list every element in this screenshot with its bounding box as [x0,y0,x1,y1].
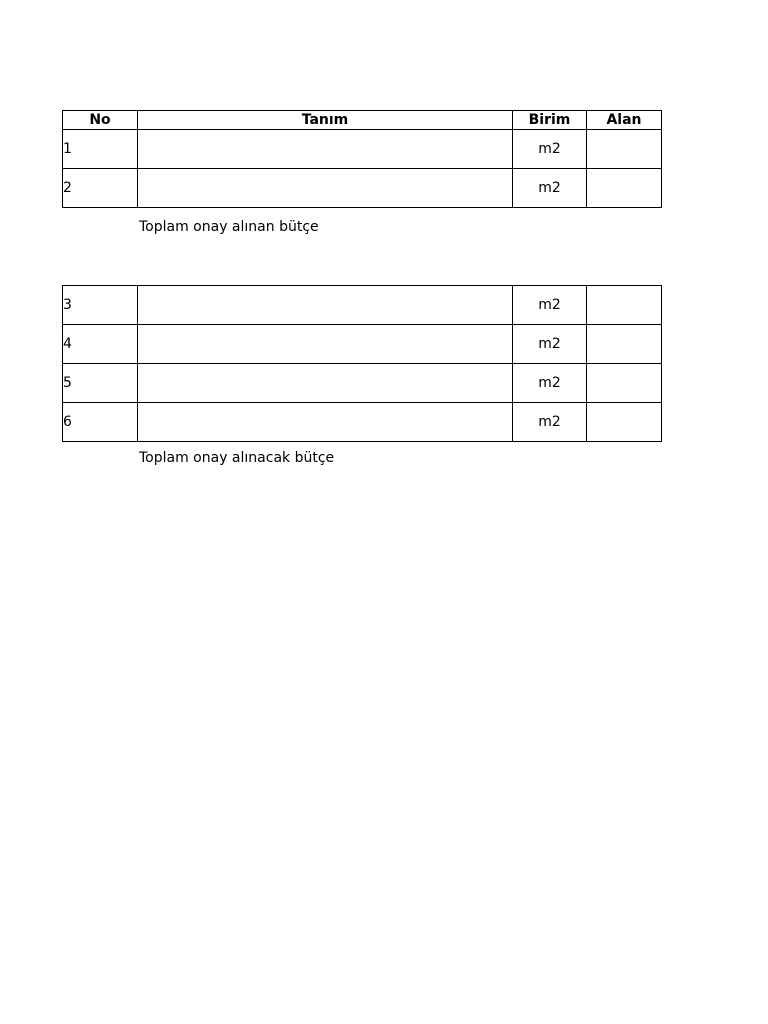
row-number[interactable]: 1 [63,130,138,169]
pending-items-table [62,285,662,442]
row-area[interactable] [587,286,662,325]
row-unit[interactable]: m2 [513,403,587,442]
row-description[interactable] [138,364,513,403]
table-row [63,325,662,364]
row-number[interactable]: 5 [63,364,138,403]
table-row [63,286,662,325]
row-unit[interactable]: m2 [513,169,587,208]
header-tanim: Tanım [138,111,513,130]
row-description[interactable] [138,403,513,442]
row-unit[interactable]: m2 [513,130,587,169]
row-description[interactable] [138,169,513,208]
row-area[interactable] [587,364,662,403]
row-unit[interactable]: m2 [513,286,587,325]
pending-budget-total-label: Toplam onay alınacak bütçe [139,450,335,466]
approved-items-table [62,110,662,208]
approved-budget-total-label: Toplam onay alınan bütçe [139,219,319,235]
table-row [63,130,662,169]
row-number[interactable]: 6 [63,403,138,442]
row-description[interactable] [138,286,513,325]
row-area[interactable] [587,169,662,208]
row-number[interactable]: 4 [63,325,138,364]
table-row [63,403,662,442]
row-area[interactable] [587,403,662,442]
row-area[interactable] [587,130,662,169]
row-unit[interactable]: m2 [513,325,587,364]
row-area[interactable] [587,325,662,364]
header-birim: Birim [513,111,587,130]
row-number[interactable]: 2 [63,169,138,208]
header-row [63,111,662,130]
header-alan: Alan [587,111,662,130]
row-number[interactable]: 3 [63,286,138,325]
row-description[interactable] [138,130,513,169]
row-description[interactable] [138,325,513,364]
row-unit[interactable]: m2 [513,364,587,403]
table-row [63,169,662,208]
table-row [63,364,662,403]
header-no: No [63,111,138,130]
